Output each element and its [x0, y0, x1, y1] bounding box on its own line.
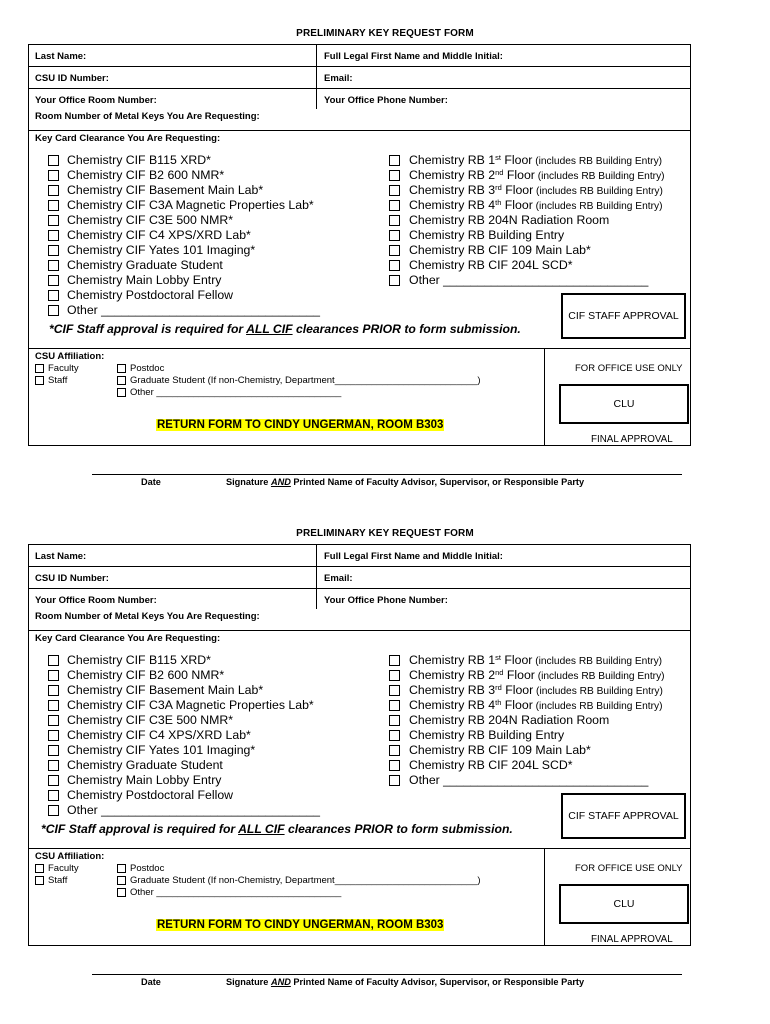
key-card-option-label: Chemistry RB 204N Radiation Room: [409, 213, 610, 227]
key-card-option-label: Chemistry RB 1st Floor (includes RB Building Entry): [409, 653, 663, 667]
row-divider: [29, 88, 690, 89]
key-card-option-checkbox[interactable]: [48, 230, 59, 241]
key-card-option-label: Chemistry CIF B2 600 NMR*: [67, 168, 225, 182]
key-card-option-checkbox[interactable]: [48, 245, 59, 256]
key-card-option-checkbox[interactable]: [389, 155, 400, 166]
form-title: PRELIMINARY KEY REQUEST FORM: [296, 28, 474, 39]
return-instructions: RETURN FORM TO CINDY UNGERMAN, ROOM B303: [157, 919, 444, 931]
last-name-field[interactable]: Last Name:: [35, 51, 87, 62]
office-room-field[interactable]: Your Office Room Number:: [35, 595, 157, 606]
grad-student-checkbox[interactable]: [117, 376, 126, 385]
signature-line[interactable]: [92, 474, 682, 475]
final-approval-label: FINAL APPROVAL: [591, 434, 673, 445]
key-card-option-checkbox[interactable]: [48, 170, 59, 181]
grad-student-label: Graduate Student (If non-Chemistry, Department___________________________): [130, 375, 481, 386]
faculty-label: Faculty: [48, 363, 79, 374]
key-card-option-label: Chemistry CIF C3E 500 NMR*: [67, 213, 234, 227]
office-room-field[interactable]: Your Office Room Number:: [35, 95, 157, 106]
affiliation-label: CSU Affiliation:: [35, 351, 105, 362]
return-instructions: RETURN FORM TO CINDY UNGERMAN, ROOM B303: [157, 419, 444, 431]
cif-staff-approval-box[interactable]: CIF STAFF APPROVAL: [561, 793, 686, 839]
office-use-label: FOR OFFICE USE ONLY: [575, 863, 683, 874]
key-card-option-checkbox[interactable]: [48, 155, 59, 166]
key-card-option-checkbox[interactable]: [389, 170, 400, 181]
key-card-option-label: Chemistry RB Building Entry: [409, 728, 565, 742]
csu-id-field[interactable]: CSU ID Number:: [35, 73, 109, 84]
key-card-option-label: Chemistry Postdoctoral Fellow: [67, 288, 234, 302]
cif-approval-note: *CIF Staff approval is required for ALL CIF clearances PRIOR to form submission.: [41, 822, 513, 836]
key-request-form: [0, 500, 770, 1000]
clu-box[interactable]: CLU: [559, 884, 689, 924]
key-card-option-checkbox[interactable]: [48, 290, 59, 301]
form-frame: [28, 44, 691, 446]
postdoc-label: Postdoc: [130, 863, 165, 874]
form-title: PRELIMINARY KEY REQUEST FORM: [296, 528, 474, 539]
first-name-field[interactable]: Full Legal First Name and Middle Initial:: [324, 51, 503, 62]
key-card-option-checkbox[interactable]: [389, 275, 400, 286]
key-card-option-checkbox[interactable]: [389, 185, 400, 196]
key-card-option-checkbox[interactable]: [48, 670, 59, 681]
key-card-option-checkbox[interactable]: [389, 230, 400, 241]
key-card-option-checkbox[interactable]: [48, 655, 59, 666]
key-card-option-checkbox[interactable]: [48, 715, 59, 726]
key-card-option-checkbox[interactable]: [48, 745, 59, 756]
faculty-label: Faculty: [48, 863, 79, 874]
key-card-label: Key Card Clearance You Are Requesting:: [35, 133, 221, 144]
key-card-option-label: Chemistry RB 3rd Floor (includes RB Building Entry): [409, 683, 663, 697]
key-card-option-label: Chemistry CIF C4 XPS/XRD Lab*: [67, 728, 251, 742]
faculty-checkbox[interactable]: [35, 864, 44, 873]
email-field[interactable]: Email:: [324, 573, 353, 584]
key-card-option-checkbox[interactable]: [48, 775, 59, 786]
key-card-option-label: Chemistry Graduate Student: [67, 258, 223, 272]
key-card-option-label: Chemistry RB 1st Floor (includes RB Building Entry): [409, 153, 663, 167]
form-frame: [28, 544, 691, 946]
key-card-option-label: Chemistry CIF C3A Magnetic Properties Lab*: [67, 698, 314, 712]
grad-student-label: Graduate Student (If non-Chemistry, Department___________________________): [130, 875, 481, 886]
cif-approval-note: *CIF Staff approval is required for ALL CIF clearances PRIOR to form submission.: [49, 322, 521, 336]
key-card-option-checkbox[interactable]: [389, 200, 400, 211]
key-card-option-checkbox[interactable]: [389, 700, 400, 711]
key-card-option-checkbox[interactable]: [48, 275, 59, 286]
row-divider: [29, 566, 690, 567]
key-card-option-checkbox[interactable]: [48, 790, 59, 801]
key-card-option-label: Chemistry CIF B2 600 NMR*: [67, 668, 225, 682]
key-card-option-checkbox[interactable]: [48, 700, 59, 711]
office-phone-field[interactable]: Your Office Phone Number:: [324, 95, 448, 106]
other-affiliation-label: Other ___________________________________: [130, 887, 342, 898]
key-card-option-checkbox[interactable]: [48, 760, 59, 771]
key-card-option-label: Chemistry CIF Basement Main Lab*: [67, 183, 264, 197]
key-card-option-label: Chemistry CIF Yates 101 Imaging*: [67, 743, 256, 757]
key-card-option-label: Other ______________________________: [409, 773, 649, 787]
key-card-option-label: Chemistry CIF Basement Main Lab*: [67, 683, 264, 697]
key-card-option-checkbox[interactable]: [48, 185, 59, 196]
other-affiliation-checkbox[interactable]: [117, 888, 126, 897]
key-card-option-checkbox[interactable]: [389, 730, 400, 741]
key-card-option-checkbox[interactable]: [389, 260, 400, 271]
key-card-option-label: Chemistry RB 2nd Floor (includes RB Building Entry): [409, 168, 665, 182]
key-card-option-checkbox[interactable]: [48, 305, 59, 316]
column-divider: [316, 45, 317, 109]
key-card-option-label: Chemistry CIF C3E 500 NMR*: [67, 713, 234, 727]
key-card-option-label: Chemistry RB 4th Floor (includes RB Building Entry): [409, 698, 663, 712]
column-divider: [544, 348, 545, 446]
key-card-option-label: Other ______________________________: [409, 273, 649, 287]
key-card-option-label: Chemistry RB CIF 109 Main Lab*: [409, 743, 591, 757]
column-divider: [544, 848, 545, 946]
key-card-option-checkbox[interactable]: [48, 215, 59, 226]
key-card-option-checkbox[interactable]: [389, 245, 400, 256]
affiliation-label: CSU Affiliation:: [35, 851, 105, 862]
key-card-option-label: Chemistry Graduate Student: [67, 758, 223, 772]
key-card-label: Key Card Clearance You Are Requesting:: [35, 633, 221, 644]
key-card-option-label: Other ________________________________: [67, 803, 321, 817]
key-card-option-checkbox[interactable]: [48, 260, 59, 271]
row-divider: [29, 848, 690, 849]
signature-label: Signature AND Printed Name of Faculty Advisor, Supervisor, or Responsible Party: [226, 477, 585, 487]
key-card-option-checkbox[interactable]: [48, 730, 59, 741]
key-card-option-label: Chemistry Main Lobby Entry: [67, 273, 222, 287]
clu-box[interactable]: CLU: [559, 384, 689, 424]
postdoc-checkbox[interactable]: [117, 864, 126, 873]
date-label: Date: [141, 977, 161, 987]
last-name-field[interactable]: Last Name:: [35, 551, 87, 562]
signature-label: Signature AND Printed Name of Faculty Advisor, Supervisor, or Responsible Party: [226, 977, 585, 987]
key-card-option-label: Chemistry RB CIF 204L SCD*: [409, 258, 573, 272]
signature-line[interactable]: [92, 974, 682, 975]
key-card-option-checkbox[interactable]: [48, 200, 59, 211]
date-label: Date: [141, 477, 161, 487]
key-card-option-label: Chemistry RB Building Entry: [409, 228, 565, 242]
row-divider: [29, 348, 690, 349]
key-card-option-checkbox[interactable]: [389, 745, 400, 756]
key-card-option-label: Chemistry RB 2nd Floor (includes RB Building Entry): [409, 668, 665, 682]
grad-student-checkbox[interactable]: [117, 876, 126, 885]
staff-label: Staff: [48, 375, 68, 386]
key-card-option-label: Chemistry RB CIF 109 Main Lab*: [409, 243, 591, 257]
key-card-option-label: Chemistry CIF C4 XPS/XRD Lab*: [67, 228, 251, 242]
row-divider: [29, 66, 690, 67]
key-card-option-checkbox[interactable]: [48, 805, 59, 816]
key-card-option-checkbox[interactable]: [389, 715, 400, 726]
key-card-option-label: Chemistry RB 4th Floor (includes RB Building Entry): [409, 198, 663, 212]
postdoc-checkbox[interactable]: [117, 364, 126, 373]
other-affiliation-checkbox[interactable]: [117, 388, 126, 397]
key-card-option-checkbox[interactable]: [389, 215, 400, 226]
key-card-option-checkbox[interactable]: [389, 775, 400, 786]
key-card-option-checkbox[interactable]: [389, 685, 400, 696]
key-card-option-label: Other ________________________________: [67, 303, 321, 317]
key-card-option-label: Chemistry Postdoctoral Fellow: [67, 788, 234, 802]
key-card-option-checkbox[interactable]: [389, 760, 400, 771]
row-divider: [29, 130, 690, 131]
csu-id-field[interactable]: CSU ID Number:: [35, 573, 109, 584]
final-approval-label: FINAL APPROVAL: [591, 934, 673, 945]
key-card-option-label: Chemistry RB 3rd Floor (includes RB Building Entry): [409, 183, 663, 197]
metal-keys-field[interactable]: Room Number of Metal Keys You Are Requesting:: [35, 611, 260, 622]
key-card-option-label: Chemistry CIF Yates 101 Imaging*: [67, 243, 256, 257]
key-card-option-label: Chemistry RB 204N Radiation Room: [409, 713, 610, 727]
key-card-option-label: Chemistry RB CIF 204L SCD*: [409, 758, 573, 772]
postdoc-label: Postdoc: [130, 363, 165, 374]
key-card-option-label: Chemistry Main Lobby Entry: [67, 773, 222, 787]
email-field[interactable]: Email:: [324, 73, 353, 84]
cif-staff-approval-box[interactable]: CIF STAFF APPROVAL: [561, 293, 686, 339]
key-card-option-checkbox[interactable]: [389, 670, 400, 681]
key-card-option-label: Chemistry CIF C3A Magnetic Properties Lab*: [67, 198, 314, 212]
row-divider: [29, 588, 690, 589]
first-name-field[interactable]: Full Legal First Name and Middle Initial:: [324, 551, 503, 562]
column-divider: [316, 545, 317, 609]
office-phone-field[interactable]: Your Office Phone Number:: [324, 595, 448, 606]
other-affiliation-label: Other ___________________________________: [130, 387, 342, 398]
office-use-label: FOR OFFICE USE ONLY: [575, 363, 683, 374]
faculty-checkbox[interactable]: [35, 364, 44, 373]
staff-checkbox[interactable]: [35, 876, 44, 885]
key-request-form: [0, 0, 770, 500]
key-card-option-checkbox[interactable]: [48, 685, 59, 696]
key-card-option-checkbox[interactable]: [389, 655, 400, 666]
key-card-option-label: Chemistry CIF B115 XRD*: [67, 653, 211, 667]
staff-checkbox[interactable]: [35, 376, 44, 385]
metal-keys-field[interactable]: Room Number of Metal Keys You Are Requesting:: [35, 111, 260, 122]
staff-label: Staff: [48, 875, 68, 886]
key-card-option-label: Chemistry CIF B115 XRD*: [67, 153, 211, 167]
row-divider: [29, 630, 690, 631]
